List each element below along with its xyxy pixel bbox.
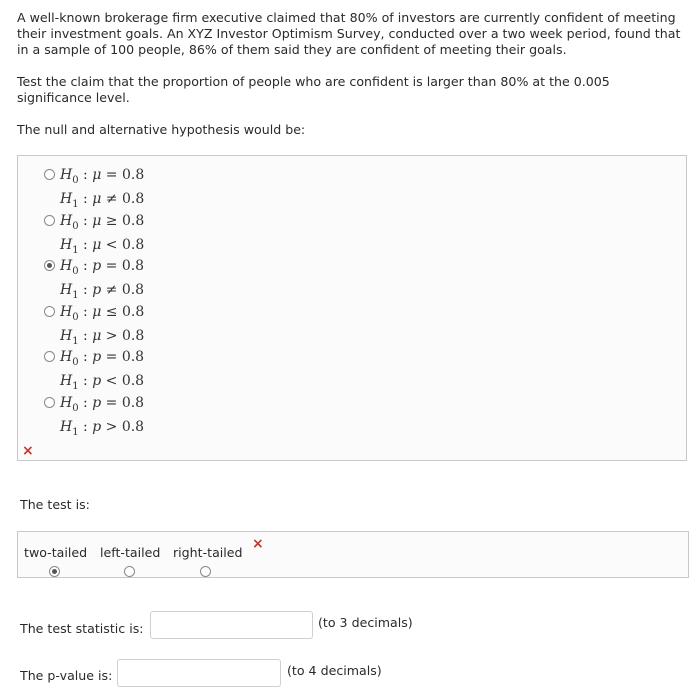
right-tailed-radio[interactable]: [200, 566, 211, 577]
test-statistic-input[interactable]: [150, 611, 313, 639]
p-value-input[interactable]: [117, 659, 281, 687]
hypothesis-radio[interactable]: [44, 215, 55, 226]
hypothesis-expression: $H_0$ : p = 0.8 $H_1$ : p < 0.8: [60, 349, 145, 392]
incorrect-icon: ×: [22, 443, 34, 459]
hypothesis-options-box: [17, 155, 687, 461]
hypothesis-option[interactable]: [44, 348, 144, 396]
question-claim: Test the claim that the proportion of people who are confident is larger than 80% at the 0.005 significance level.: [17, 74, 610, 105]
hypothesis-option[interactable]: [44, 166, 144, 214]
hypothesis-option[interactable]: [44, 257, 144, 305]
hypothesis-radio[interactable]: [44, 397, 55, 408]
hypothesis-radio[interactable]: [44, 169, 55, 180]
left-tailed-radio[interactable]: [124, 566, 135, 577]
right-tailed-label: right-tailed: [173, 545, 243, 560]
hypothesis-prompt: The null and alternative hypothesis would be:: [17, 122, 306, 137]
test-statistic-label: The test statistic is:: [20, 621, 144, 636]
p-value-hint: (to 4 decimals): [287, 663, 382, 678]
two-tailed-label: two-tailed: [24, 545, 88, 560]
hypothesis-expression: $H_0$ : μ ≤ 0.8 $H_1$ : μ > 0.8: [60, 304, 145, 347]
test-type-box: [17, 531, 689, 578]
hypothesis-expression: $H_0$ : p = 0.8 $H_1$ : p > 0.8: [60, 395, 145, 438]
two-tailed-radio[interactable]: [49, 566, 60, 577]
hypothesis-expression: $H_0$ : μ = 0.8 $H_1$ : μ ≠ 0.8: [60, 167, 145, 210]
question-text: A well-known brokerage firm executive claimed that 80% of investors are currently confident of meeting their investment goals. An XYZ Investor Optimism Survey, conducted over a two week period, found that in a sample of 100 people, 86% of them said they are confident of meeting their goals.: [17, 10, 681, 57]
p-value-label: The p-value is:: [20, 668, 113, 683]
hypothesis-expression: $H_0$ : p = 0.8 $H_1$ : p ≠ 0.8: [60, 258, 145, 301]
hypothesis-option[interactable]: [44, 212, 144, 260]
hypothesis-option[interactable]: [44, 394, 144, 442]
incorrect-icon: ×: [252, 536, 264, 552]
hypothesis-radio[interactable]: [44, 260, 55, 271]
hypothesis-option[interactable]: [44, 303, 144, 351]
hypothesis-expression: $H_0$ : μ ≥ 0.8 $H_1$ : μ < 0.8: [60, 213, 145, 256]
test-statistic-hint: (to 3 decimals): [318, 615, 413, 630]
left-tailed-label: left-tailed: [100, 545, 161, 560]
hypothesis-radio[interactable]: [44, 351, 55, 362]
test-type-label: The test is:: [20, 497, 90, 512]
hypothesis-radio[interactable]: [44, 306, 55, 317]
